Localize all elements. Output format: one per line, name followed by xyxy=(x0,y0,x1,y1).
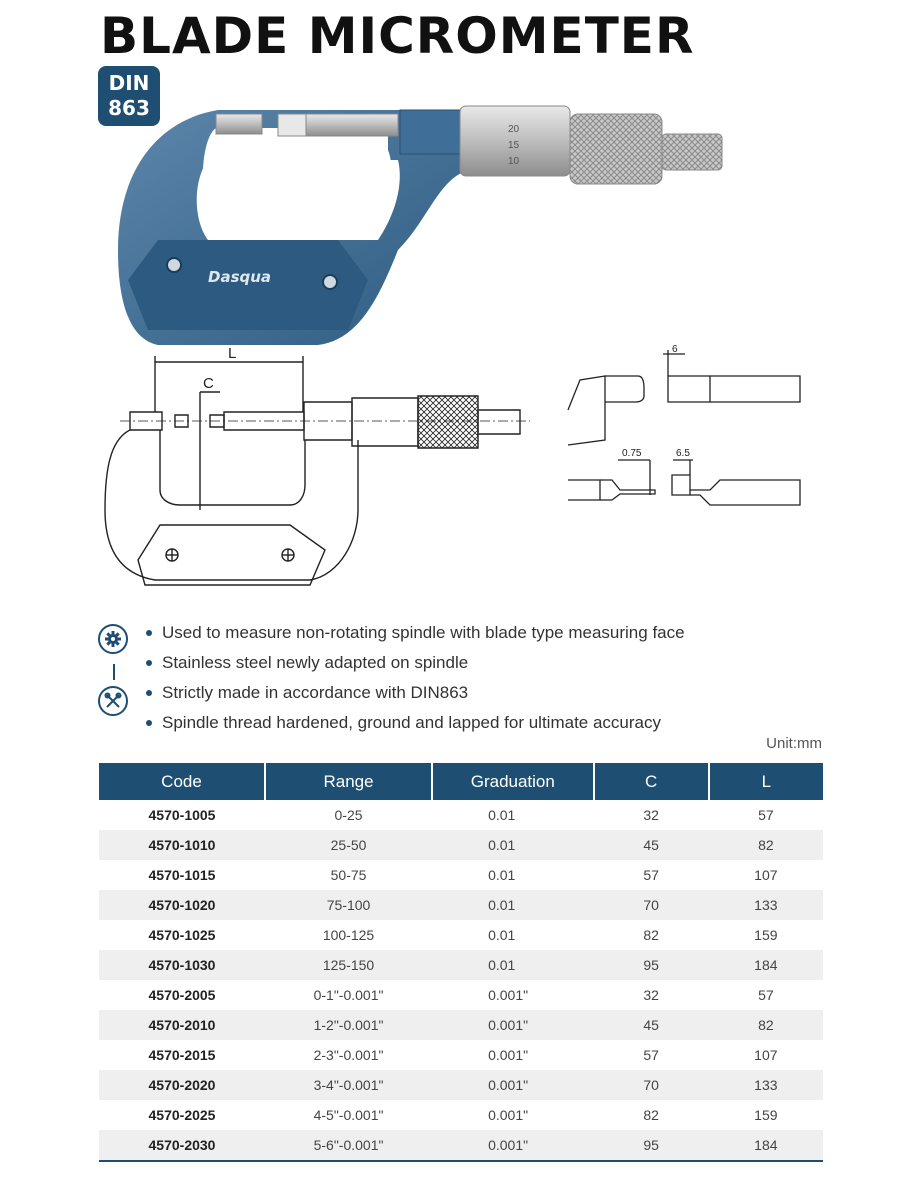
tools-icon xyxy=(98,686,128,716)
dimension-65-label: 6.5 xyxy=(676,448,690,459)
svg-text:20: 20 xyxy=(508,124,520,135)
cell-l: 133 xyxy=(709,1070,823,1100)
cell-graduation: 0.001" xyxy=(488,1107,529,1123)
header-graduation: Graduation xyxy=(432,763,593,800)
cell-c: 82 xyxy=(643,1107,659,1123)
screw-left-icon xyxy=(167,258,181,272)
feature-item: Used to measure non-rotating spindle with blade type measuring face xyxy=(144,618,685,648)
cell-range: 0-1"-0.001" xyxy=(313,987,384,1003)
feature-item: Stainless steel newly adapted on spindle xyxy=(144,648,685,678)
blade-detail-drawing xyxy=(560,340,810,520)
cell-range: 25-50 xyxy=(265,830,432,860)
cell-c: 45 xyxy=(594,1010,709,1040)
table-row xyxy=(99,920,823,950)
cell-l: 159 xyxy=(754,927,778,943)
cell-code: 4570-1030 xyxy=(99,950,265,980)
table-row xyxy=(99,1040,823,1070)
cell-l: 57 xyxy=(758,987,774,1003)
din-badge-line2: 863 xyxy=(108,96,150,120)
cell-l: 82 xyxy=(709,1010,823,1040)
cell-c: 70 xyxy=(594,890,709,920)
cell-c: 70 xyxy=(594,1070,709,1100)
ratchet-stop xyxy=(662,134,722,170)
feature-item: Spindle thread hardened, ground and lapped for ultimate accuracy xyxy=(144,708,685,738)
cell-graduation: 0.01 xyxy=(488,807,516,823)
unit-label: Unit:mm xyxy=(766,735,822,752)
cell-c: 82 xyxy=(643,927,659,943)
cell-c: 32 xyxy=(643,807,659,823)
din-badge-line1: DIN xyxy=(108,71,150,95)
header-code: Code xyxy=(99,763,265,800)
feature-list xyxy=(144,618,685,738)
cell-range: 5-6"-0.001" xyxy=(265,1130,432,1161)
cell-range: 50-75 xyxy=(330,867,367,883)
dimension-075-label: 0.75 xyxy=(622,448,642,459)
table-row xyxy=(99,1100,823,1130)
cell-graduation: 0.01 xyxy=(432,890,593,920)
cell-graduation: 0.01 xyxy=(488,927,516,943)
cell-c: 57 xyxy=(643,867,659,883)
feature-section xyxy=(96,618,816,738)
cell-graduation: 0.001" xyxy=(432,1010,593,1040)
cell-l: 184 xyxy=(709,1130,823,1161)
cell-c: 57 xyxy=(643,1047,659,1063)
product-image xyxy=(98,100,738,350)
table-row xyxy=(99,890,823,920)
cell-code: 4570-2020 xyxy=(99,1070,265,1100)
cell-range: 100-125 xyxy=(322,927,375,943)
table-row xyxy=(99,860,823,890)
cell-l: 184 xyxy=(709,950,823,980)
cell-code: 4570-1010 xyxy=(99,830,265,860)
table-row xyxy=(99,980,823,1010)
cell-graduation: 0.01 xyxy=(432,830,593,860)
cell-range: 3-4"-0.001" xyxy=(265,1070,432,1100)
table-row xyxy=(99,950,823,980)
cell-graduation: 0.001" xyxy=(432,1070,593,1100)
cell-code: 4570-2015 xyxy=(148,1047,216,1063)
screw-right-icon xyxy=(323,275,337,289)
dimension-l-label: L xyxy=(228,345,237,362)
cell-range: 2-3"-0.001" xyxy=(313,1047,384,1063)
feature-item: Strictly made in accordance with DIN863 xyxy=(144,678,685,708)
cell-range: 1-2"-0.001" xyxy=(265,1010,432,1040)
brand-logo: Dasqua xyxy=(208,268,272,286)
cell-c: 95 xyxy=(594,950,709,980)
cell-code: 4570-2025 xyxy=(148,1107,216,1123)
dimension-6-label: 6 xyxy=(672,344,678,355)
cell-c: 32 xyxy=(643,987,659,1003)
technical-drawing xyxy=(100,340,540,600)
cell-range: 125-150 xyxy=(265,950,432,980)
cell-code: 4570-1020 xyxy=(99,890,265,920)
cell-graduation: 0.01 xyxy=(488,867,516,883)
knurled-grip xyxy=(570,114,662,184)
svg-text:15: 15 xyxy=(508,140,520,151)
table-header-row xyxy=(99,763,823,800)
cell-graduation: 0.01 xyxy=(432,950,593,980)
cell-l: 107 xyxy=(754,1047,778,1063)
header-l: L xyxy=(709,763,823,800)
dimension-c-label: C xyxy=(203,375,214,392)
cell-l: 107 xyxy=(754,867,778,883)
cell-l: 159 xyxy=(754,1107,778,1123)
cell-graduation: 0.001" xyxy=(488,987,529,1003)
cell-range: 75-100 xyxy=(265,890,432,920)
cell-code: 4570-1025 xyxy=(148,927,216,943)
cell-l: 82 xyxy=(709,830,823,860)
cell-code: 4570-1015 xyxy=(148,867,216,883)
table-row xyxy=(99,1010,823,1040)
table-row xyxy=(99,1130,823,1161)
page-title: BLADE MICROMETER xyxy=(100,7,695,65)
cell-code: 4570-1005 xyxy=(148,807,216,823)
cell-code: 4570-2005 xyxy=(148,987,216,1003)
gear-icon xyxy=(98,624,128,654)
cell-c: 45 xyxy=(594,830,709,860)
cell-range: 0-25 xyxy=(334,807,363,823)
header-c: C xyxy=(594,763,709,800)
cell-code: 4570-2010 xyxy=(99,1010,265,1040)
table-row xyxy=(99,1070,823,1100)
cell-range: 4-5"-0.001" xyxy=(313,1107,384,1123)
header-range: Range xyxy=(265,763,432,800)
anvil xyxy=(216,114,262,134)
table-row xyxy=(99,800,823,830)
svg-text:10: 10 xyxy=(508,156,520,167)
cell-graduation: 0.001" xyxy=(432,1130,593,1161)
cell-c: 95 xyxy=(594,1130,709,1161)
table-row xyxy=(99,830,823,860)
icon-connector xyxy=(113,664,115,680)
cell-code: 4570-2030 xyxy=(99,1130,265,1161)
cell-l: 57 xyxy=(758,807,774,823)
cell-l: 133 xyxy=(709,890,823,920)
cell-graduation: 0.001" xyxy=(488,1047,529,1063)
spec-table xyxy=(99,763,823,1162)
